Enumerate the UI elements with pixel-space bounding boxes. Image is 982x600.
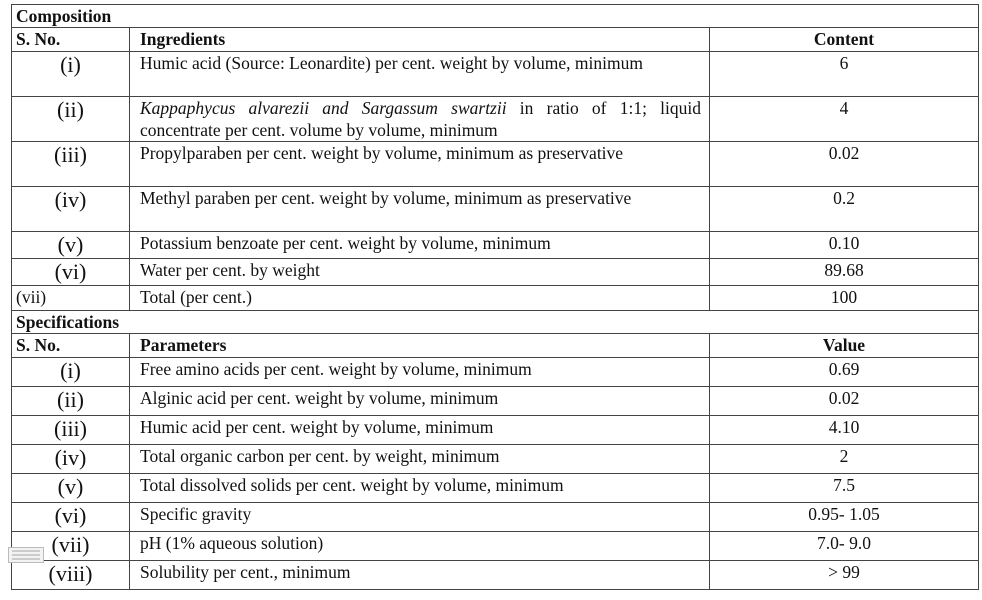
row-sno: (v) — [12, 474, 130, 503]
row-content: 100 — [710, 286, 979, 311]
table-row — [12, 259, 979, 286]
row-sno: (vii) — [12, 286, 130, 311]
row-sno: (iii) — [12, 142, 130, 187]
row-value: 2 — [710, 445, 979, 474]
composition-section-row — [12, 5, 979, 28]
row-parameter: Alginic acid per cent. weight by volume, minimum — [130, 387, 710, 416]
header-parameters: Parameters — [130, 334, 710, 358]
table-row — [12, 358, 979, 387]
header-sno: S. No. — [12, 28, 130, 52]
row-value: 0.02 — [710, 387, 979, 416]
row-value: 7.0- 9.0 — [710, 532, 979, 561]
margin-thumbnail-icon — [8, 547, 44, 563]
table-row — [12, 187, 979, 232]
row-sno: (iii) — [12, 416, 130, 445]
row-ingredient: Humic acid (Source: Leonardite) per cent. weight by volume, minimum — [130, 52, 710, 97]
row-sno: (ii) — [12, 97, 130, 142]
composition-title: Composition — [12, 5, 979, 28]
row-sno: (vii) — [12, 532, 130, 561]
row-sno: (iv) — [12, 445, 130, 474]
row-parameter: Specific gravity — [130, 503, 710, 532]
table-row — [12, 503, 979, 532]
row-content: 0.10 — [710, 232, 979, 259]
table-row — [12, 416, 979, 445]
row-sno: (iv) — [12, 187, 130, 232]
table-row — [12, 532, 979, 561]
row-sno: (vi) — [12, 259, 130, 286]
row-parameter: pH (1% aqueous solution) — [130, 532, 710, 561]
table-row — [12, 561, 979, 590]
row-sno: (v) — [12, 232, 130, 259]
table-row — [12, 387, 979, 416]
header-ingredients: Ingredients — [130, 28, 710, 52]
row-parameter: Solubility per cent., minimum — [130, 561, 710, 590]
row-ingredient — [130, 97, 710, 142]
row-sno: (ii) — [12, 387, 130, 416]
row-value: 4.10 — [710, 416, 979, 445]
row-sno: (vi) — [12, 503, 130, 532]
table-row — [12, 97, 979, 142]
table-row — [12, 232, 979, 259]
row-ingredient: Propylparaben per cent. weight by volume, minimum as preservative — [130, 142, 710, 187]
row-sno: (i) — [12, 52, 130, 97]
composition-header-row — [12, 28, 979, 52]
row-value: 7.5 — [710, 474, 979, 503]
specifications-section-row — [12, 311, 979, 334]
row-content: 6 — [710, 52, 979, 97]
row-parameter: Total dissolved solids per cent. weight by volume, minimum — [130, 474, 710, 503]
table-row — [12, 286, 979, 311]
table-row — [12, 52, 979, 97]
row-value: 0.69 — [710, 358, 979, 387]
row-ingredient: Total (per cent.) — [130, 286, 710, 311]
row-value: 0.95- 1.05 — [710, 503, 979, 532]
row-value: > 99 — [710, 561, 979, 590]
header-content: Content — [710, 28, 979, 52]
header-sno: S. No. — [12, 334, 130, 358]
row-parameter: Free amino acids per cent. weight by volume, minimum — [130, 358, 710, 387]
row-sno: (viii) — [12, 561, 130, 590]
table-row — [12, 474, 979, 503]
specifications-title: Specifications — [12, 311, 979, 334]
specification-table — [11, 4, 979, 590]
table-row — [12, 445, 979, 474]
table-row — [12, 142, 979, 187]
row-content: 0.2 — [710, 187, 979, 232]
row-sno: (i) — [12, 358, 130, 387]
row-content: 4 — [710, 97, 979, 142]
row-ingredient: Potassium benzoate per cent. weight by volume, minimum — [130, 232, 710, 259]
specifications-header-row — [12, 334, 979, 358]
row-ingredient: Methyl paraben per cent. weight by volume, minimum as preservative — [130, 187, 710, 232]
species-names: Kappaphycus alvarezii and Sargassum swartzii — [140, 98, 507, 118]
document-page — [11, 4, 979, 596]
header-value: Value — [710, 334, 979, 358]
row-ingredient-text: in ratio of 1:1; liquid concentrate per cent. volume by volume, minimum — [140, 98, 701, 140]
row-content: 89.68 — [710, 259, 979, 286]
row-parameter: Total organic carbon per cent. by weight, minimum — [130, 445, 710, 474]
row-content: 0.02 — [710, 142, 979, 187]
row-ingredient: Water per cent. by weight — [130, 259, 710, 286]
row-parameter: Humic acid per cent. weight by volume, minimum — [130, 416, 710, 445]
